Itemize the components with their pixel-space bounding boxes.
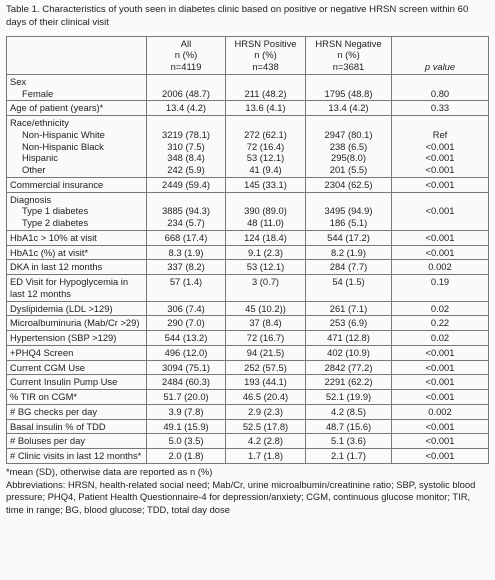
cell-value: 471 (12.8) — [327, 332, 370, 343]
table-row — [7, 375, 489, 390]
cell-value: 3219 (78.1) — [162, 128, 210, 140]
cell-value: 145 (33.1) — [244, 178, 287, 190]
row-label-cell — [7, 275, 147, 302]
cell-p — [392, 360, 489, 375]
row-label-cell — [7, 375, 147, 390]
cell-value: 253 (6.9) — [329, 317, 368, 329]
cell-value: 402 (10.9) — [327, 346, 370, 358]
cell-value: <0.001 — [425, 152, 455, 164]
cell-neg — [306, 316, 392, 331]
cell-neg — [306, 331, 392, 346]
row-label: +PHQ4 Screen — [10, 346, 74, 358]
cell-all — [147, 230, 226, 245]
cell-value: 51.7 (20.0) — [163, 391, 209, 402]
cell-value: <0.001 — [425, 391, 455, 402]
cell-pos — [226, 345, 306, 360]
table-caption: Table 1. Characteristics of youth seen in diabetes clinic based on positive or negative HRSN screen within 60 days of their clinical visit — [6, 4, 469, 28]
table-row — [7, 316, 489, 331]
row-label: Commercial insurance — [10, 178, 104, 190]
cell-value: 48 (11.0) — [247, 217, 284, 228]
row-label: Sex — [10, 75, 27, 87]
row-label: % TIR on CGM* — [10, 391, 78, 402]
header-neg-unit: n (%) — [337, 49, 360, 61]
cell-value: 186 (5.1) — [329, 217, 368, 228]
cell-p — [392, 390, 489, 405]
header-row — [7, 36, 489, 74]
row-label: ED Visit for Hypoglycemia in last 12 months — [10, 276, 129, 299]
cell-p — [392, 275, 489, 302]
cell-value — [395, 76, 485, 88]
cell-p — [392, 404, 489, 419]
cell-value: 49.1 (15.9) — [163, 420, 209, 432]
cell-all — [147, 316, 226, 331]
cell-value: 13.4 (4.2) — [328, 102, 369, 114]
cell-value: 37 (8.4) — [249, 317, 282, 329]
table-row — [7, 74, 489, 101]
cell-value: 94 (21.5) — [246, 346, 285, 358]
row-label-cell — [7, 360, 147, 375]
footnote-mean-sd: *mean (SD), otherwise data are reported as n (%) — [6, 465, 213, 477]
row-label-cell — [7, 230, 147, 245]
cell-value: 45 (10.2)) — [245, 302, 286, 314]
cell-neg — [306, 404, 392, 419]
header-pos-title: HRSN Positive — [234, 37, 297, 49]
cell-value: 46.5 (20.4) — [242, 391, 289, 402]
table-row — [7, 301, 489, 316]
cell-value: 261 (7.1) — [329, 302, 368, 314]
cell-value: 0.02 — [430, 332, 450, 343]
cell-pos — [226, 449, 306, 464]
row-label: Basal insulin % of TDD — [10, 420, 106, 432]
cell-value: 544 (13.2) — [164, 332, 208, 343]
cell-neg — [306, 375, 392, 390]
cell-value: 0.002 — [428, 405, 452, 417]
row-label: HbA1c (%) at visit* — [10, 246, 89, 258]
cell-value: 3885 (94.3) — [162, 205, 210, 217]
header-neg-title: HRSN Negative — [315, 37, 382, 49]
table-row — [7, 419, 489, 434]
cell-value: 53 (12.1) — [246, 152, 285, 164]
row-label: # Boluses per day — [10, 435, 86, 447]
cell-neg — [306, 192, 392, 230]
table-row — [7, 260, 489, 275]
row-label-cell — [7, 74, 147, 101]
header-p-value — [392, 36, 489, 74]
cell-value: 2304 (62.5) — [324, 178, 373, 190]
cell-value: 295(8.0) — [331, 152, 366, 164]
cell-neg — [306, 101, 392, 116]
row-label: Type 2 diabetes — [22, 217, 89, 228]
cell-value: 1.7 (1.8) — [248, 450, 283, 461]
row-label: Current CGM Use — [10, 361, 86, 373]
row-label-cell — [7, 245, 147, 260]
cell-value: 2449 (59.4) — [162, 178, 210, 190]
row-label: HbA1c > 10% at visit — [10, 231, 97, 243]
row-label-cell — [7, 177, 147, 192]
table-row — [7, 331, 489, 346]
cell-value: 0.33 — [430, 102, 450, 114]
cell-value: 124 (18.4) — [244, 231, 287, 243]
row-label-cell — [7, 301, 147, 316]
cell-value: 306 (7.4) — [167, 302, 205, 314]
header-pos-n: n=438 — [252, 61, 279, 72]
cell-value: 53 (12.1) — [246, 261, 285, 273]
cell-p — [392, 449, 489, 464]
cell-pos — [226, 101, 306, 116]
cell-value: 13.6 (4.1) — [245, 102, 286, 114]
cell-value: 8.2 (1.9) — [331, 246, 366, 258]
row-label-cell — [7, 101, 147, 116]
cell-value: 238 (6.5) — [329, 140, 368, 152]
row-label: Diagnosis — [10, 193, 52, 205]
cell-value: 52.5 (17.8) — [242, 420, 289, 432]
cell-all — [147, 275, 226, 302]
cell-value: 0.19 — [430, 276, 450, 287]
header-hrsn-positive — [226, 36, 306, 74]
row-label: Race/ethnicity — [10, 117, 69, 128]
cell-pos — [226, 434, 306, 449]
row-label: DKA in last 12 months — [10, 261, 103, 273]
cell-value: 2291 (62.2) — [324, 376, 373, 388]
cell-pos — [226, 390, 306, 405]
cell-value: 242 (5.9) — [167, 164, 205, 175]
cell-value: 0.002 — [428, 261, 452, 273]
row-label: Current Insulin Pump Use — [10, 376, 118, 388]
row-label: Female — [22, 87, 54, 99]
cell-pos — [226, 316, 306, 331]
table-row — [7, 275, 489, 302]
cell-all — [147, 192, 226, 230]
cell-all — [147, 101, 226, 116]
cell-all — [147, 360, 226, 375]
cell-value: 337 (8.2) — [167, 261, 205, 273]
cell-value: 72 (16.4) — [246, 140, 285, 152]
p-value-label: p value — [424, 61, 456, 72]
row-label: # Clinic visits in last 12 months* — [10, 450, 142, 461]
cell-value: 41 (9.4) — [249, 164, 282, 175]
cell-pos — [226, 245, 306, 260]
cell-value: 9.1 (2.3) — [248, 246, 283, 258]
cell-neg — [306, 230, 392, 245]
cell-neg — [306, 74, 392, 101]
table-row — [7, 192, 489, 230]
cell-neg — [306, 434, 392, 449]
cell-all — [147, 434, 226, 449]
cell-value: <0.001 — [425, 420, 455, 432]
cell-value — [229, 117, 302, 129]
cell-neg — [306, 275, 392, 302]
cell-value: 2484 (60.3) — [162, 376, 210, 388]
cell-value: 48.7 (15.6) — [325, 420, 372, 432]
table-row — [7, 245, 489, 260]
cell-pos — [226, 419, 306, 434]
cell-value: 3495 (94.9) — [324, 205, 373, 217]
cell-value: 4.2 (2.8) — [248, 435, 283, 447]
characteristics-table — [6, 36, 489, 464]
cell-value: 57 (1.4) — [169, 276, 203, 287]
cell-p — [392, 116, 489, 178]
cell-p — [392, 74, 489, 101]
header-neg-n: n=3681 — [332, 61, 365, 72]
row-label: Non-Hispanic White — [22, 128, 105, 140]
cell-pos — [226, 375, 306, 390]
cell-neg — [306, 390, 392, 405]
cell-value: 3094 (75.1) — [162, 361, 210, 373]
cell-value — [229, 194, 302, 206]
cell-value — [309, 117, 388, 129]
cell-value: 8.3 (1.9) — [168, 246, 204, 258]
footnotes — [6, 466, 489, 517]
cell-value: 0.02 — [430, 302, 450, 314]
row-label: Dyslipidemia (LDL >129) — [10, 302, 113, 314]
cell-value: 2.1 (1.7) — [331, 450, 366, 461]
cell-p — [392, 316, 489, 331]
row-label: Type 1 diabetes — [22, 205, 89, 217]
cell-pos — [226, 301, 306, 316]
row-label: Hypertension (SBP >129) — [10, 332, 117, 343]
row-label-cell — [7, 260, 147, 275]
footnote-abbreviations: Abbreviations: HRSN, health-related social need; Mab/Cr, urine microalbumin/creatinine ratio; SBP, systolic blood pressure; PHQ4, Patient Health Questionnaire-4 for depression/anxiety; CGM, continuous glucose monitor; TIR, time in range; BG, blood glucose; TDD, total day dose — [6, 478, 476, 516]
header-characteristic — [7, 36, 147, 74]
cell-value: 668 (17.4) — [164, 231, 208, 243]
cell-all — [147, 245, 226, 260]
cell-value: <0.001 — [425, 205, 455, 217]
cell-value — [395, 194, 485, 206]
header-all-n: n=4119 — [170, 61, 202, 72]
row-label-cell — [7, 345, 147, 360]
cell-pos — [226, 275, 306, 302]
cell-value: <0.001 — [425, 435, 455, 447]
header-all-unit: n (%) — [174, 49, 198, 61]
cell-pos — [226, 74, 306, 101]
cell-value: 201 (5.5) — [329, 164, 368, 175]
table-row — [7, 101, 489, 116]
cell-all — [147, 116, 226, 178]
row-label: Other — [22, 164, 46, 175]
table-row — [7, 390, 489, 405]
cell-pos — [226, 177, 306, 192]
row-label-cell — [7, 331, 147, 346]
cell-value: 4.2 (8.5) — [331, 405, 366, 417]
row-label-cell — [7, 116, 147, 178]
table-body — [7, 74, 489, 463]
cell-neg — [306, 419, 392, 434]
cell-p — [392, 434, 489, 449]
cell-value: <0.001 — [425, 164, 455, 175]
cell-neg — [306, 177, 392, 192]
cell-value: 2.9 (2.3) — [248, 405, 283, 417]
table-row — [7, 434, 489, 449]
cell-all — [147, 390, 226, 405]
table-row — [7, 116, 489, 178]
cell-value: 348 (8.4) — [167, 152, 205, 164]
cell-p — [392, 375, 489, 390]
table-row — [7, 449, 489, 464]
cell-p — [392, 230, 489, 245]
cell-p — [392, 260, 489, 275]
row-label-cell — [7, 192, 147, 230]
row-label: Non-Hispanic Black — [22, 140, 104, 152]
cell-value — [150, 76, 222, 88]
row-label: # BG checks per day — [10, 405, 98, 417]
header-all — [147, 36, 226, 74]
cell-value: <0.001 — [425, 246, 455, 258]
cell-value: <0.001 — [425, 140, 455, 152]
cell-value: 3 (0.7) — [251, 276, 280, 287]
cell-value: 544 (17.2) — [327, 231, 370, 243]
cell-p — [392, 301, 489, 316]
cell-value: 290 (7.0) — [167, 317, 205, 329]
cell-value: 5.0 (3.5) — [168, 435, 204, 447]
cell-value — [309, 76, 388, 88]
cell-neg — [306, 301, 392, 316]
cell-all — [147, 177, 226, 192]
cell-value: 2842 (77.2) — [324, 361, 373, 373]
cell-value: 0.80 — [430, 87, 450, 99]
cell-p — [392, 419, 489, 434]
cell-value — [309, 194, 388, 206]
cell-all — [147, 331, 226, 346]
cell-value — [150, 117, 222, 129]
cell-all — [147, 345, 226, 360]
cell-neg — [306, 260, 392, 275]
cell-value: <0.001 — [425, 376, 455, 388]
cell-neg — [306, 449, 392, 464]
cell-neg — [306, 116, 392, 178]
cell-value: 234 (5.7) — [167, 217, 205, 228]
cell-pos — [226, 116, 306, 178]
cell-value: 3.9 (7.8) — [168, 405, 204, 417]
cell-all — [147, 375, 226, 390]
row-label: Microalbuminuria (Mab/Cr >29) — [10, 317, 140, 329]
cell-neg — [306, 360, 392, 375]
cell-all — [147, 301, 226, 316]
header-all-title: All — [180, 37, 192, 49]
row-label-cell — [7, 434, 147, 449]
cell-value: 310 (7.5) — [167, 140, 205, 152]
cell-neg — [306, 345, 392, 360]
cell-value: <0.001 — [425, 231, 455, 243]
cell-p — [392, 177, 489, 192]
row-label-cell — [7, 419, 147, 434]
row-label: Hispanic — [22, 152, 58, 164]
header-pos-unit: n (%) — [254, 49, 277, 61]
cell-all — [147, 74, 226, 101]
cell-pos — [226, 260, 306, 275]
cell-pos — [226, 192, 306, 230]
row-label-cell — [7, 404, 147, 419]
cell-pos — [226, 404, 306, 419]
cell-value: 390 (89.0) — [244, 205, 287, 217]
cell-all — [147, 404, 226, 419]
cell-value: 496 (12.0) — [164, 346, 208, 358]
cell-value: 52.1 (19.9) — [325, 391, 372, 402]
cell-value — [229, 76, 302, 88]
cell-value: <0.001 — [425, 450, 455, 461]
cell-all — [147, 419, 226, 434]
cell-pos — [226, 360, 306, 375]
cell-all — [147, 260, 226, 275]
cell-value: 272 (62.1) — [244, 128, 287, 140]
table-row — [7, 360, 489, 375]
cell-pos — [226, 230, 306, 245]
row-label-cell — [7, 449, 147, 464]
cell-p — [392, 331, 489, 346]
cell-value — [150, 194, 222, 206]
cell-value: Ref — [432, 128, 448, 140]
cell-p — [392, 345, 489, 360]
cell-value: 284 (7.7) — [329, 261, 368, 273]
cell-pos — [226, 331, 306, 346]
cell-value: 2006 (48.7) — [162, 87, 210, 99]
cell-value: 1795 (48.8) — [324, 87, 373, 99]
row-label-cell — [7, 316, 147, 331]
cell-value: 2.0 (1.8) — [168, 450, 204, 461]
cell-p — [392, 192, 489, 230]
cell-value: 72 (16.7) — [246, 332, 285, 343]
cell-value: 252 (57.5) — [244, 361, 287, 373]
table-row — [7, 345, 489, 360]
cell-value: 2947 (80.1) — [324, 128, 373, 140]
cell-value: 5.1 (3.6) — [331, 435, 366, 447]
row-label: Age of patient (years)* — [10, 102, 104, 114]
table-row — [7, 177, 489, 192]
cell-neg — [306, 245, 392, 260]
cell-value: 193 (44.1) — [244, 376, 287, 388]
row-label-cell — [7, 390, 147, 405]
cell-p — [392, 101, 489, 116]
header-hrsn-negative — [306, 36, 392, 74]
cell-value: 0.22 — [430, 317, 450, 329]
cell-value: <0.001 — [425, 178, 455, 190]
table-row — [7, 230, 489, 245]
cell-value — [395, 117, 485, 129]
cell-value — [395, 217, 485, 229]
cell-value: <0.001 — [425, 361, 455, 373]
cell-value: 54 (1.5) — [332, 276, 365, 287]
cell-all — [147, 449, 226, 464]
cell-value: 211 (48.2) — [244, 87, 287, 99]
cell-value: <0.001 — [425, 346, 455, 358]
cell-value: 13.4 (4.2) — [165, 102, 207, 114]
table-row — [7, 404, 489, 419]
cell-p — [392, 245, 489, 260]
